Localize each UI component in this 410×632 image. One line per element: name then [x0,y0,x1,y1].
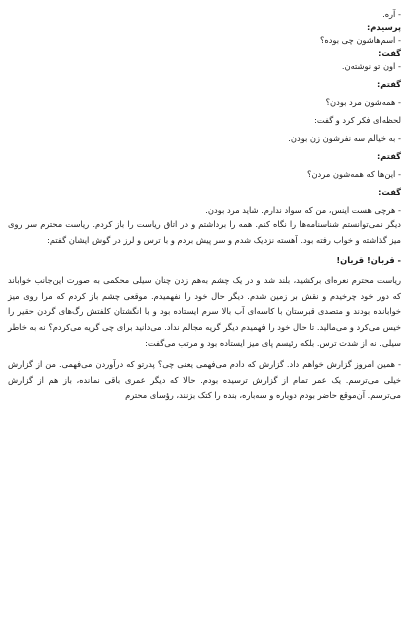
dialogue-line: - قربان! قربان! [336,255,401,266]
dialogue-line: - هرچی هست اینس، من که سواد ندارم. شاید مرد بودن. [205,205,401,215]
dialogue-line: - همه‌شون مرد بودن؟ [325,97,401,107]
dialogue-line: - آره. [382,9,401,19]
narrative-paragraph: دیگر نمی‌توانستم شناسنامه‌ها را نگاه کنم. همه را برداشتم و در اتاق ریاست را باز کردم. ریاست محترم سر روی میز گذاشته و خواب رفته بود. آهسته نزدیک شدم و سر پیش بردم و با ترس و لرز در گوش ایشان گفتم: [8,219,401,245]
dialogue-line: گفت: [378,48,401,58]
dialogue-line: لحظه‌ای فکر کرد و گفت: [314,115,401,125]
document-page [8,8,401,404]
dialogue-line: - به خیالم سه نفرشون زن بودن. [288,133,401,143]
dialogue-line: گفت: [378,187,401,197]
narrative-paragraph: ریاست محترم نعره‌ای برکشید، بلند شد و در یک چشم به‌هم زدن چنان سیلی محکمی به صورت این‌جانب خواباند که دور خود چرخیدم و نقش بر زمین شدم. دیگر حال خود را نفهمیدم. موقعی چشم باز کردم که مرا روی میز خوابانده بودند و متصدی قبرستان با کاسه‌ای آب بالا سرم ایستاده بود و با انگشتان کلفتش رگ‌های گردن حقیر را خیس می‌کرد و می‌مالید. تا حال خود را فهمیدم دیگر گریه مجالم نداد. می‌دانید برای چی گریه می‌کردم؟ نه به خاطر سیلی. نه از شدت ترس. بلکه رئیسم پای میز ایستاده بود و مرتب می‌گفت: [8,275,401,348]
dialogue-line: - اسم‌هاشون چی بوده؟ [319,35,401,45]
dialogue-line: گفتم: [376,79,401,89]
dialogue-line: گفتم: [376,151,401,161]
dialogue-line: - این‌ها که همه‌شون مردن؟ [307,169,401,179]
dialogue-line: پرسیدم: [366,22,401,32]
narrative-paragraph: - همین امروز گزارش خواهم داد. گزارش که دادم می‌فهمی یعنی چی؟ پدرتو که درآوردن می‌فهمی. من از گزارش خیلی می‌ترسم. یک عمر تمام از گزارش ترسیده بودم. حالا که دیگر عمری باقی نمانده، باز هم از گزارش می‌ترسم. آن‌موقع حاضر بودم دوباره و سه‌باره، بنده را کتک بزنند، رؤسای محترم [8,359,401,401]
dialogue-line: - اون تو نوشته‌ن. [341,61,401,71]
